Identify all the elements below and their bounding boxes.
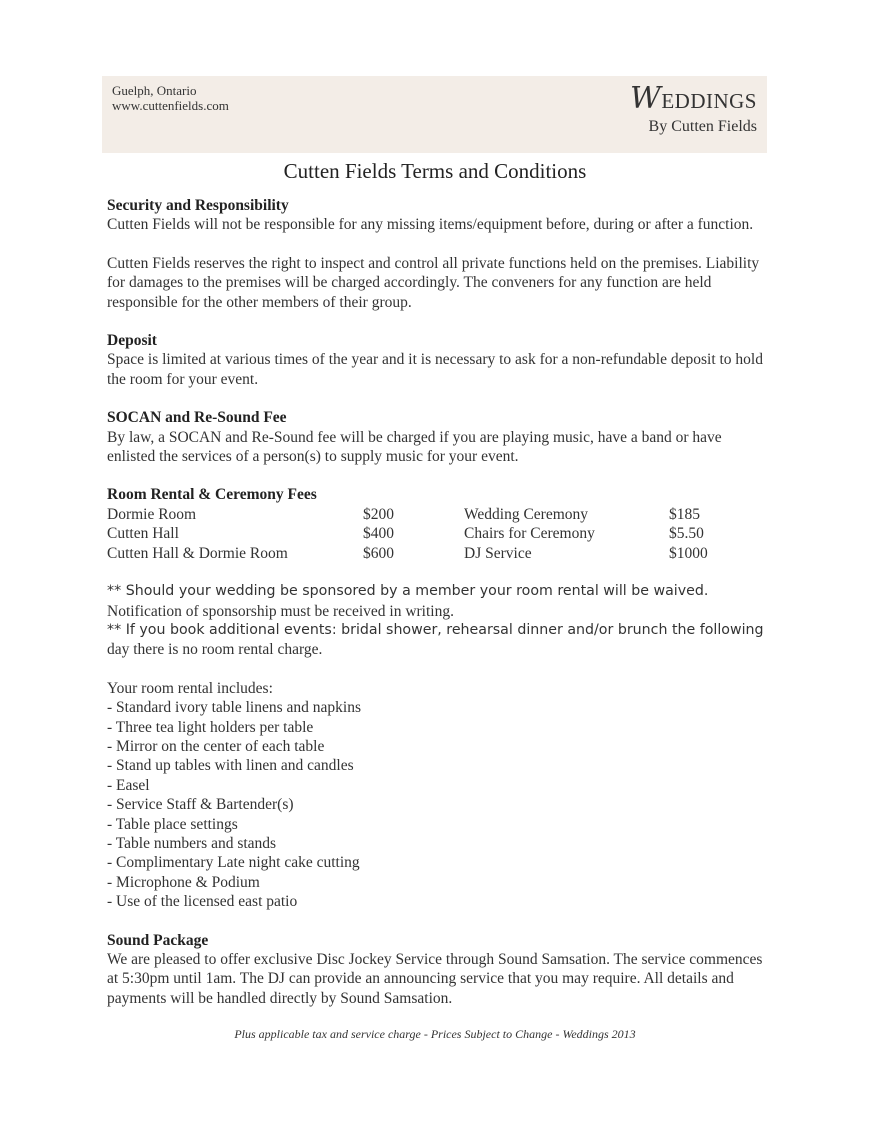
fee-room-price: $400 — [363, 525, 394, 543]
list-item: - Table place settings — [107, 815, 238, 833]
table-row — [107, 544, 767, 563]
deposit-heading: Deposit — [107, 332, 157, 350]
fee-room: Dormie Room — [107, 505, 197, 523]
page-title: Cutten Fields Terms and Conditions — [283, 159, 587, 183]
brand-logo: WEDDINGS — [629, 81, 757, 116]
list-item: - Microphone & Podium — [107, 873, 260, 891]
fee-room-price: $600 — [363, 544, 394, 562]
list-item: - Use of the licensed east patio — [107, 893, 298, 911]
fees-heading: Room Rental & Ceremony Fees — [107, 486, 317, 504]
security-heading: Security and Responsibility — [107, 197, 289, 214]
table-row — [107, 524, 767, 543]
security-paragraph-1: Cutten Fields will not be responsible for any missing items/equipment before, during or after a function. — [107, 216, 754, 234]
header-band — [102, 76, 767, 153]
list-item: - Service Staff & Bartender(s) — [107, 796, 294, 814]
deposit-paragraph: Space is limited at various times of the year and it is necessary to ask for a non-refundable deposit to hold the room for your event. — [107, 351, 763, 388]
list-item: - Complimentary Late night cake cutting — [107, 854, 360, 872]
fee-service: Chairs for Ceremony — [464, 525, 595, 543]
fee-service-price: $1000 — [669, 544, 708, 562]
security-paragraph-2: Cutten Fields reserves the right to inspect and control all private functions held on the premises. Liability for damages to the premises will be charged accordingly. The conveners for any function are held responsible for the other members of their group. — [107, 254, 760, 311]
events-note-line-2: day there is no room rental charge. — [107, 641, 323, 659]
page-footer: Plus applicable tax and service charge - Prices Subject to Change - Weddings 2013 — [234, 1027, 636, 1041]
includes-list — [107, 698, 767, 911]
list-item: - Standard ivory table linens and napkins — [107, 699, 361, 717]
brand-byline: By Cutten Fields — [648, 118, 757, 135]
header-website[interactable]: www.cuttenfields.com — [112, 98, 229, 113]
list-item: - Mirror on the center of each table — [107, 737, 325, 755]
socan-paragraph: By law, a SOCAN and Re-Sound fee will be charged if you are playing music, have a band or have enlisted the services of a person(s) to supply music for your event. — [107, 428, 722, 466]
header-location: Guelph, Ontario — [112, 83, 197, 98]
fee-service: Wedding Ceremony — [464, 505, 589, 523]
sponsor-note-line-2: Notification of sponsorship must be received in writing. — [107, 602, 454, 620]
list-item: - Stand up tables with linen and candles — [107, 757, 354, 775]
brand-block — [629, 81, 757, 136]
socan-heading: SOCAN and Re-Sound Fee — [107, 409, 287, 427]
includes-intro: Your room rental includes: — [107, 679, 273, 697]
fee-room: Cutten Hall — [107, 525, 179, 543]
fee-room-price: $200 — [363, 505, 394, 523]
fee-service-price: $5.50 — [669, 525, 704, 543]
sound-heading: Sound Package — [107, 931, 209, 949]
fee-service-price: $185 — [669, 505, 700, 523]
sound-paragraph: We are pleased to offer exclusive Disc Jockey Service through Sound Samsation. The service commences at 5:30pm until 1am. The DJ can provide an announcing service that you may require. All details and payments will be handled directly by Sound Samsation. — [107, 951, 763, 1007]
fees-table — [107, 505, 767, 563]
list-item: - Three tea light holders per table — [107, 718, 314, 736]
fee-service: DJ Service — [464, 544, 532, 562]
list-item: - Easel — [107, 776, 150, 794]
events-note-line-1: ** If you book additional events: bridal shower, rehearsal dinner and/or brunch the following — [107, 621, 764, 638]
header-contact — [112, 83, 229, 113]
fee-room: Cutten Hall & Dormie Room — [107, 544, 288, 562]
table-row — [107, 505, 767, 524]
sponsor-note-line-1: ** Should your wedding be sponsored by a member your room rental will be waived. — [107, 583, 709, 600]
document-body — [107, 196, 767, 1008]
list-item: - Table numbers and stands — [107, 834, 277, 852]
